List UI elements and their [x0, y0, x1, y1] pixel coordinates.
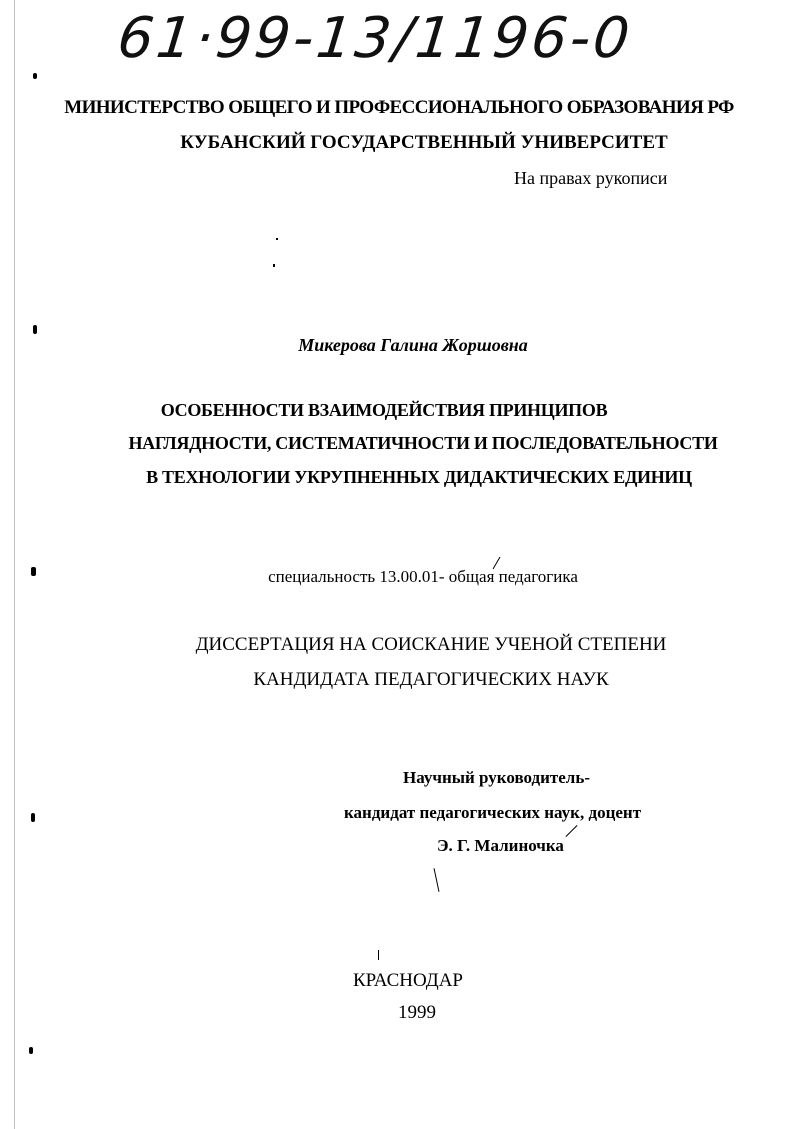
scan-speck	[276, 238, 278, 240]
specialty-line: специальность 13.00.01- общая педагогика	[268, 567, 578, 586]
binding-mark	[33, 325, 37, 334]
binding-mark	[31, 813, 35, 822]
handwritten-catalog-number: 61·99-13/1196-0	[114, 6, 636, 71]
title-line-1: ОСОБЕННОСТИ ВЗАИМОДЕЙСТВИЯ ПРИНЦИПОВ	[160, 400, 608, 420]
city: КРАСНОДАР	[353, 970, 464, 991]
dissertation-line: ДИССЕРТАЦИЯ НА СОИСКАНИЕ УЧЕНОЙ СТЕПЕНИ	[195, 634, 667, 655]
scan-speck	[273, 264, 275, 267]
title-line-2: НАГЛЯДНОСТИ, СИСТЕМАТИЧНОСТИ И ПОСЛЕДОВАТЕЛЬНОСТИ	[128, 433, 718, 453]
pen-stroke	[378, 950, 379, 960]
candidate-degree-line: КАНДИДАТА ПЕДАГОГИЧЕСКИХ НАУК	[253, 669, 609, 690]
supervisor-name: Э. Г. Малиночка	[437, 836, 564, 855]
university-heading: КУБАНСКИЙ ГОСУДАРСТВЕННЫЙ УНИВЕРСИТЕТ	[180, 132, 668, 153]
supervisor-title: Научный руководитель-	[403, 768, 590, 787]
supervisor-degree: кандидат педагогических наук, доцент	[344, 803, 642, 822]
ministry-heading: МИНИСТЕРСТВО ОБЩЕГО И ПРОФЕССИОНАЛЬНОГО ОБРАЗОВАНИЯ РФ	[64, 97, 734, 118]
manuscript-note: На правах рукописи	[514, 168, 668, 188]
author-name: Микерова Галина Жоршовна	[298, 335, 528, 355]
pen-stroke	[434, 868, 440, 892]
binding-mark	[29, 1047, 33, 1054]
binding-mark	[31, 567, 36, 576]
year: 1999	[398, 1002, 436, 1023]
pen-stroke	[565, 825, 577, 837]
page-edge	[14, 0, 15, 1129]
title-line-3: В ТЕХНОЛОГИИ УКРУПНЕННЫХ ДИДАКТИЧЕСКИХ ЕДИНИЦ	[146, 467, 692, 487]
binding-mark	[33, 73, 37, 79]
